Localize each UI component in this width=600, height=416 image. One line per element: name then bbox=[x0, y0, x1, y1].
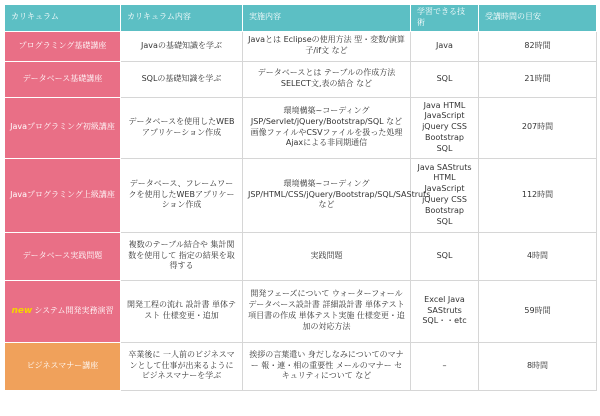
curriculum-hours: 82時間 bbox=[479, 31, 597, 61]
curriculum-tech: – bbox=[411, 342, 479, 390]
curriculum-hours: 207時間 bbox=[479, 97, 597, 158]
curriculum-name: Javaプログラミング上級講座 bbox=[5, 158, 121, 232]
curriculum-content: データベース、フレームワークを使用したWEBアプリケーション作成 bbox=[121, 158, 243, 232]
curriculum-hours: 59時間 bbox=[479, 280, 597, 342]
curriculum-tech: Excel Java SAStruts SQL・・etc bbox=[411, 280, 479, 342]
header-hours: 受講時間の目安 bbox=[479, 5, 597, 32]
curriculum-name: ビジネスマナー講座 bbox=[5, 342, 121, 390]
curriculum-tech: Java bbox=[411, 31, 479, 61]
header-details: 実施内容 bbox=[243, 5, 411, 32]
header-curriculum: カリキュラム bbox=[5, 5, 121, 32]
curriculum-name-cell bbox=[5, 280, 121, 342]
curriculum-hours: 21時間 bbox=[479, 61, 597, 97]
table-row bbox=[5, 97, 597, 158]
curriculum-name: データベース基礎講座 bbox=[5, 61, 121, 97]
curriculum-hours: 8時間 bbox=[479, 342, 597, 390]
curriculum-details: 開発フェーズについて ウォーターフォール データベース設計書 詳細設計書 単体テスト項目書の作成 単体テスト実施 仕様変更・追加の対応方法 bbox=[243, 280, 411, 342]
curriculum-details: データベースとは テーブルの作成方法 SELECT文,表の結合 など bbox=[243, 61, 411, 97]
curriculum-name: データベース実践問題 bbox=[5, 232, 121, 280]
curriculum-details: 環境構築~コーディング JSP/Servlet/jQuery/Bootstrap/SQL など 画像ファイルやCSVファイルを扱った処理 Ajaxによる非同期通信 bbox=[243, 97, 411, 158]
curriculum-details: 実践問題 bbox=[243, 232, 411, 280]
new-badge: new bbox=[11, 306, 33, 316]
curriculum-table bbox=[4, 4, 597, 391]
table-row bbox=[5, 280, 597, 342]
curriculum-content: 開発工程の流れ 設計書 単体テスト 仕様変更・追加 bbox=[121, 280, 243, 342]
curriculum-details: 挨拶の言葉遣い 身だしなみについてのマナー 報・連・相の重要性 メールのマナー セキュリティについて など bbox=[243, 342, 411, 390]
curriculum-name: プログラミング基礎講座 bbox=[5, 31, 121, 61]
curriculum-tech: Java HTML JavaScript jQuery CSS Bootstrap SQL bbox=[411, 97, 479, 158]
curriculum-tech: SQL bbox=[411, 232, 479, 280]
curriculum-name: Javaプログラミング初級講座 bbox=[5, 97, 121, 158]
curriculum-details: Javaとは Eclipseの使用方法 型・変数/演算子/if文 など bbox=[243, 31, 411, 61]
header-row bbox=[5, 5, 597, 32]
curriculum-name: システム開発実務演習 bbox=[34, 306, 114, 315]
table-row bbox=[5, 232, 597, 280]
curriculum-content: データベースを使用したWEBアプリケーション作成 bbox=[121, 97, 243, 158]
curriculum-hours: 112時間 bbox=[479, 158, 597, 232]
table-row bbox=[5, 61, 597, 97]
curriculum-tech: Java SAStruts HTML JavaScript jQuery CSS Bootstrap SQL bbox=[411, 158, 479, 232]
table-row bbox=[5, 31, 597, 61]
table-row bbox=[5, 342, 597, 390]
curriculum-content: SQLの基礎知識を学ぶ bbox=[121, 61, 243, 97]
curriculum-content: 卒業後に 一人前のビジネスマンとして仕事が出来るようにビジネスマナーを学ぶ bbox=[121, 342, 243, 390]
curriculum-hours: 4時間 bbox=[479, 232, 597, 280]
table-row bbox=[5, 158, 597, 232]
header-tech: 学習できる技術 bbox=[411, 5, 479, 32]
curriculum-details: 環境構築~コーディング JSP/HTML/CSS/jQuery/Bootstrap/SQL/SAStruts など bbox=[243, 158, 411, 232]
curriculum-content: Javaの基礎知識を学ぶ bbox=[121, 31, 243, 61]
curriculum-tech: SQL bbox=[411, 61, 479, 97]
header-content: カリキュラム内容 bbox=[121, 5, 243, 32]
curriculum-content: 複数のテーブル結合や 集計関数を使用して 指定の結果を取得する bbox=[121, 232, 243, 280]
